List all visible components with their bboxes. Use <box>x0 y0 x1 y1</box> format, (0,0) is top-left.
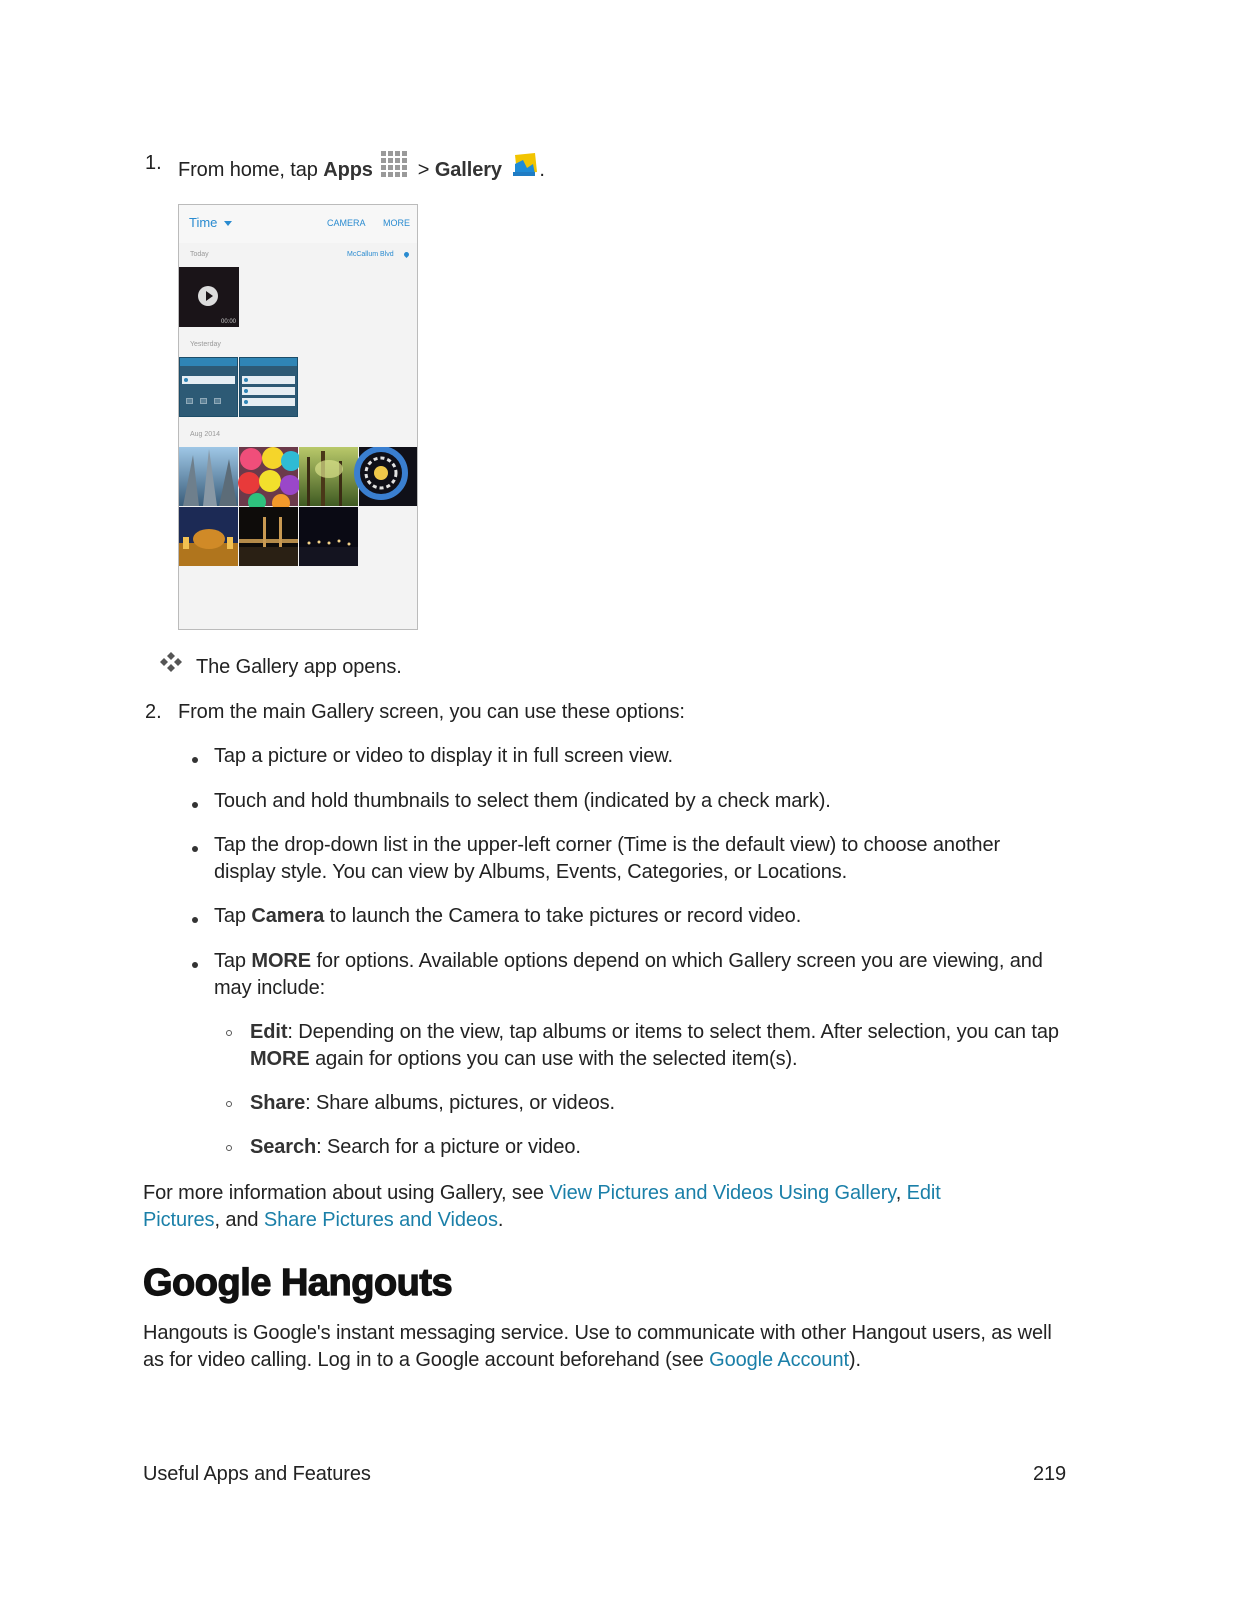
screenshot-thumbnail[interactable] <box>179 357 238 417</box>
apps-label: Apps <box>323 159 373 181</box>
link-view-pictures[interactable]: View Pictures and Videos Using Gallery <box>549 1182 896 1204</box>
step-1-text: From home, tap Apps > Gallery . <box>178 150 545 184</box>
gallery-screenshot <box>178 204 418 630</box>
sub-bullet <box>226 1145 232 1151</box>
bullet <box>192 846 198 852</box>
step-number: 2. <box>145 701 162 723</box>
link-share-pictures[interactable]: Share Pictures and Videos <box>263 1209 498 1231</box>
location-label: McCallum Blvd <box>347 251 394 258</box>
bullet-text: Tap the drop-down list in the upper-left corner (Time is the default view) to choose another display style. You can view by Albums, Events, Categories, or Locations. <box>214 834 1001 883</box>
play-icon <box>198 286 218 306</box>
gallery-icon <box>511 152 539 178</box>
photo-grid <box>179 447 418 567</box>
time-dropdown[interactable]: Time <box>189 215 218 230</box>
page-number: 219 <box>1033 1463 1067 1485</box>
today-label: Today <box>190 251 209 258</box>
sub-bullet <box>226 1030 232 1036</box>
photo-thumbnail[interactable] <box>357 447 418 506</box>
sub-bullet-text: Search: Search for a picture or video. <box>250 1136 581 1158</box>
bullet <box>192 917 198 923</box>
bullet-text: Tap a picture or video to display it in full screen view. <box>214 745 673 767</box>
step-number: 1. <box>145 152 162 174</box>
aug-2014-label: Aug 2014 <box>190 431 220 438</box>
sub-bullet-text: Edit: Depending on the view, tap albums or items to select them. After selection, you can tap MORE again for options you can use with the selected item(s). <box>250 1021 1059 1070</box>
hangouts-paragraph: Hangouts is Google's instant messaging service. Use to communicate with other Hangout users, as well as for video calling. Log in to a Google account beforehand (see Google Account). <box>143 1322 1052 1371</box>
location-pin-icon <box>403 251 410 258</box>
apps-grid-icon <box>380 150 410 180</box>
photo-thumbnail[interactable] <box>179 447 238 506</box>
bullet <box>192 802 198 808</box>
yesterday-label: Yesterday <box>190 341 221 348</box>
gallery-label: Gallery <box>434 159 502 181</box>
photo-thumbnail[interactable] <box>239 507 298 566</box>
photo-thumbnail[interactable] <box>299 447 358 506</box>
bullet-text: Touch and hold thumbnails to select them (indicated by a check mark). <box>214 790 831 812</box>
camera-action[interactable]: CAMERA <box>327 218 366 228</box>
bullet <box>192 757 198 763</box>
dropdown-caret-icon <box>224 221 232 226</box>
video-thumbnail[interactable] <box>179 267 239 327</box>
sub-bullet <box>226 1101 232 1107</box>
more-action[interactable]: MORE <box>383 218 410 228</box>
step-2-text: From the main Gallery screen, you can use these options: <box>178 701 685 723</box>
result-text: The Gallery app opens. <box>196 656 402 678</box>
sub-bullet-text: Share: Share albums, pictures, or videos. <box>250 1092 615 1114</box>
video-duration: 00:00 <box>220 319 236 325</box>
photo-thumbnail[interactable] <box>299 507 358 566</box>
result-diamond-icon <box>160 652 182 672</box>
bullet <box>192 962 198 968</box>
footer-section-title: Useful Apps and Features <box>143 1463 371 1485</box>
link-google-account[interactable]: Google Account <box>709 1349 849 1371</box>
photo-thumbnail[interactable] <box>238 447 301 512</box>
link-edit-pictures[interactable]: Edit Pictures <box>143 1182 941 1231</box>
bullet-text: Tap MORE for options. Available options depend on which Gallery screen you are viewing, and may include: <box>214 950 1043 999</box>
photo-thumbnail[interactable] <box>179 507 238 566</box>
more-info-paragraph: For more information about using Gallery, see View Pictures and Videos Using Gallery, Edit Pictures, and Share Pictures and Videos. <box>143 1182 941 1231</box>
section-heading: Google Hangouts <box>143 1262 453 1304</box>
bullet-text: Tap Camera to launch the Camera to take pictures or record video. <box>214 905 802 927</box>
screenshot-thumbnail[interactable] <box>239 357 298 417</box>
